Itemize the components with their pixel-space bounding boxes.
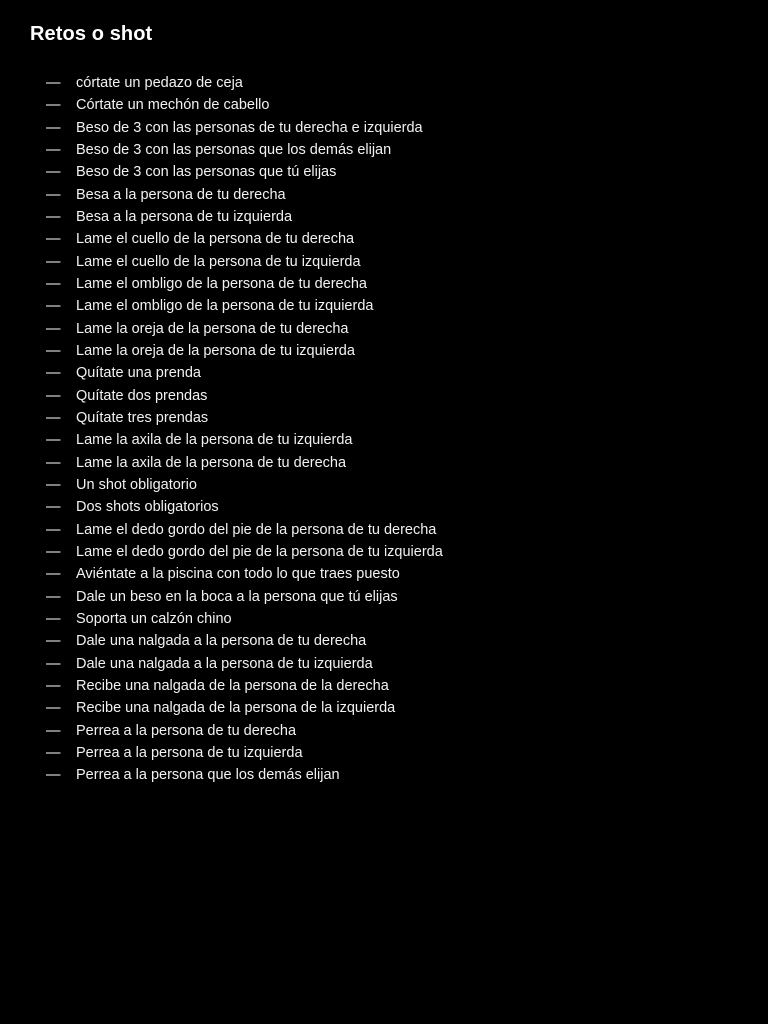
list-item-text: Lame el cuello de la persona de tu izquierda [76,253,361,270]
list-item-text: Un shot obligatorio [76,476,197,493]
list-item[interactable] [30,72,730,94]
list-item[interactable] [30,251,730,273]
list-item[interactable] [30,385,730,407]
list-item[interactable] [30,139,730,161]
list-item-text: Lame la axila de la persona de tu izquierda [76,432,353,449]
list-item[interactable] [30,697,730,719]
dash-bullet: — [46,543,61,560]
dash-bullet: — [46,409,61,426]
dash-bullet: — [46,588,61,605]
list-item-text: Beso de 3 con las personas de tu derecha e izquierda [76,119,423,136]
dash-bullet: — [46,342,61,359]
list-item-text: Lame el dedo gordo del pie de la persona de tu izquierda [76,543,443,560]
dash-bullet: — [46,186,61,203]
dash-bullet: — [46,253,61,270]
list-item-text: Recibe una nalgada de la persona de la derecha [76,677,389,694]
list-item[interactable] [30,720,730,742]
list-item-text: Recibe una nalgada de la persona de la izquierda [76,700,396,717]
dash-bullet: — [46,275,61,292]
list-item[interactable] [30,117,730,139]
list-item[interactable] [30,206,730,228]
list-item-text: Quítate una prenda [76,365,201,382]
list-item-text: Lame el ombligo de la persona de tu izquierda [76,298,374,315]
list-item[interactable] [30,184,730,206]
list-item[interactable] [30,675,730,697]
dash-bullet: — [46,499,61,516]
dash-bullet: — [46,298,61,315]
dash-bullet: — [46,432,61,449]
dash-bullet: — [46,387,61,404]
dash-bullet: — [46,476,61,493]
list-item-text: Lame la oreja de la persona de tu derecha [76,320,349,337]
list-item-text: Lame la axila de la persona de tu derecha [76,454,347,471]
dash-bullet: — [46,521,61,538]
list-item[interactable] [30,452,730,474]
dash-bullet: — [46,633,61,650]
list-item-text: córtate un pedazo de ceja [76,75,243,91]
list-item-text: Aviéntate a la piscina con todo lo que traes puesto [76,566,400,583]
list-item-text: Dos shots obligatorios [76,499,219,516]
list-item[interactable] [30,318,730,340]
dash-bullet: — [46,320,61,337]
dash-bullet: — [46,454,61,471]
dash-bullet: — [46,677,61,694]
list-item[interactable] [30,742,730,764]
dash-bullet: — [46,119,61,136]
list-item-text: Besa a la persona de tu derecha [76,186,286,203]
list-item[interactable] [30,429,730,451]
list-item-text: Lame el dedo gordo del pie de la persona de tu derecha [76,521,437,538]
list-item[interactable] [30,519,730,541]
list-item[interactable] [30,340,730,362]
list-item-text: Beso de 3 con las personas que los demás elijan [76,141,392,158]
dash-bullet: — [46,767,61,784]
note-title[interactable]: Retos o shot [30,23,153,45]
list-item[interactable] [30,608,730,630]
list-item[interactable] [30,161,730,183]
list-item-text: Perrea a la persona que los demás elijan [76,767,340,784]
list-item[interactable] [30,295,730,317]
list-item[interactable] [30,496,730,518]
list-item-text: Dale una nalgada a la persona de tu izquierda [76,655,373,672]
list-item-text: Dale un beso en la boca a la persona que tú elijas [76,588,398,605]
list-item[interactable] [30,563,730,585]
list-item[interactable] [30,228,730,250]
dash-bullet: — [46,97,61,114]
list-item[interactable] [30,541,730,563]
list-item-text: Perrea a la persona de tu derecha [76,722,297,739]
list-item-text: Lame el cuello de la persona de tu derecha [76,231,355,248]
dash-bullet: — [46,231,61,248]
list-item-text: Beso de 3 con las personas que tú elijas [76,164,337,181]
dash-list [30,72,730,787]
list-item[interactable] [30,653,730,675]
list-item-text: Perrea a la persona de tu izquierda [76,744,303,761]
list-item-text: Besa a la persona de tu izquierda [76,208,293,225]
list-item-text: Quítate tres prendas [76,409,209,426]
list-item[interactable] [30,362,730,384]
dash-bullet: — [46,208,61,225]
dash-bullet: — [46,164,61,181]
dash-bullet: — [46,610,61,627]
note-body[interactable] [30,20,738,784]
list-item[interactable] [30,273,730,295]
list-item-text: Dale una nalgada a la persona de tu derecha [76,633,367,650]
list-item-text: Lame la oreja de la persona de tu izquierda [76,342,355,359]
dash-bullet: — [46,722,61,739]
list-item-text: Soporta un calzón chino [76,610,232,627]
list-item[interactable] [30,764,730,786]
list-item[interactable] [30,586,730,608]
list-item[interactable] [30,94,730,116]
list-item[interactable] [30,630,730,652]
dash-bullet: — [46,141,61,158]
dash-bullet: — [46,75,61,91]
dash-bullet: — [46,566,61,583]
dash-bullet: — [46,700,61,717]
list-item-text: Quítate dos prendas [76,387,208,404]
list-item[interactable] [30,474,730,496]
dash-bullet: — [46,655,61,672]
list-item-text: Lame el ombligo de la persona de tu derecha [76,275,367,292]
dash-bullet: — [46,365,61,382]
list-item-text: Córtate un mechón de cabello [76,97,270,114]
dash-bullet: — [46,744,61,761]
list-item[interactable] [30,407,730,429]
